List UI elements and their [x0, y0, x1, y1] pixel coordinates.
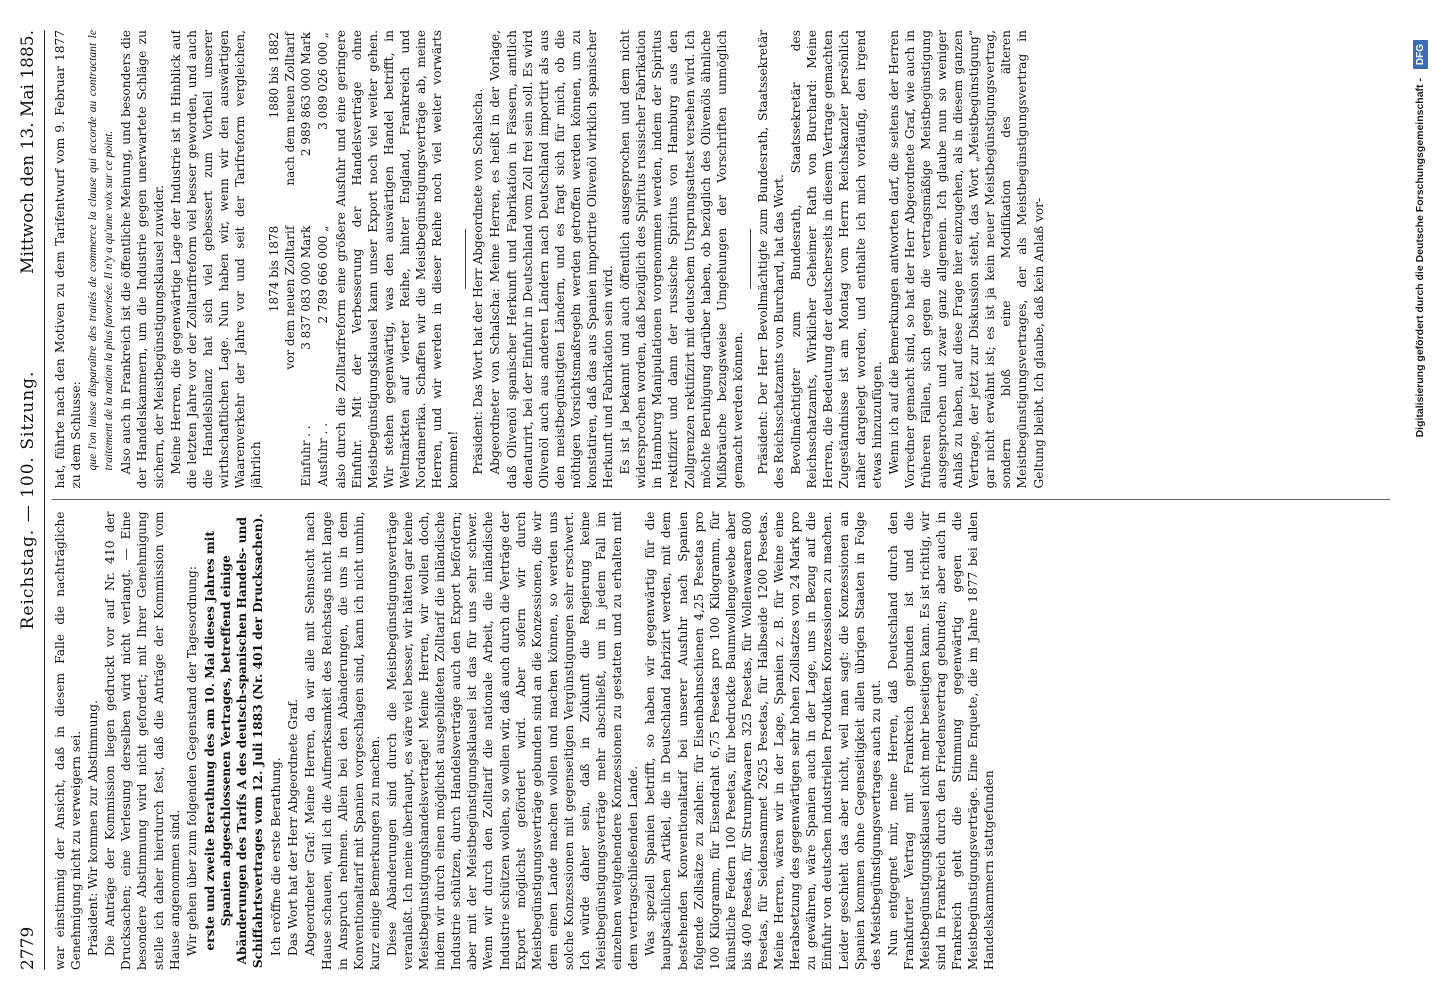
table-cell: 2 789 666 000 „: [315, 225, 330, 324]
table-cell: 3 089 026 000 „: [315, 32, 330, 130]
header-date: Mittwoch den 13. Mai 1885.: [18, 30, 38, 274]
table-cell: Ausfuhr . .: [315, 423, 330, 487]
digitization-strip: [1408, 0, 1432, 1000]
table-row: [315, 30, 331, 489]
paragraph: Präsident: Der Herr Bevollmächtigte zum Bundesrath, Staatssekretär des Reichsschatzamts von Burchard, hat das Wort.: [755, 30, 787, 489]
agenda-item-heading: erste und zweite Berathung des am 10. Mai dieses Jahres mit Spanien abgeschlossenen Vertrages, betreffend einige Abänderungen des Tarifs A des deutsch-spanischen Handels- und Schiffahrtsvertrages vom 12. Juli 1883 (Nr. 401 der Drucksachen).: [202, 513, 266, 969]
table-cell: 2 989 863 000 Mark: [299, 32, 314, 157]
table-cell: 3 837 083 000 Mark: [299, 225, 314, 350]
column-right: [52, 30, 1390, 489]
table-cell: 1874 bis 1878: [267, 225, 282, 313]
french-quote: que l'on laisse disparaître des traités de commerce la clause qui accorde au contractant le traitement de la nation la plus favorisée. Il n'y a qu'une voix sur ce point.: [86, 30, 116, 471]
table-cell: nach dem neuen Zolltarif: [283, 32, 298, 186]
text-columns: [52, 30, 1390, 970]
paragraph: Nun entgegnet mir, meine Herren, daß Deutschland durch den Frankfurter Vertrag mit Frankreich gebunden ist und die Meistbegünstigungsklausel nicht mehr beseitigen kann. Es ist richtig, wir sind in Frankreich durch den Friedensvertrag gebunden; aber auch in Frankreich geht die Stimmung gegenwärtig gegen die Meistbegünstigungsverträge. Eine Enquete, die im Jahre 1877 bei allen Handelskammern stattgefunden: [885, 511, 997, 970]
section-rule: [465, 229, 466, 289]
section-rule: [750, 229, 751, 289]
table-cell: Einfuhr . .: [299, 425, 314, 487]
paragraph: Wir gehen über zum folgenden Gegenstand der Tagesordnung:: [184, 566, 199, 956]
column-left: [52, 512, 1390, 971]
paragraph: war einstimmig der Ansicht, daß in diesem Falle die nachträgliche Genehmigung nicht zu verweigern sei.: [53, 511, 84, 970]
table-row: [266, 30, 282, 489]
paragraph: Wenn ich auf die Bemerkungen antworten darf, die seitens der Herren Vorredner gemacht sind, so hat der Herr Abgeordnete Graf, wie auch in früheren Fällen, sich gegen die vertragsmäßige Meistbegünstigung ausgesprochen und zwar ganz allgemein. Ich glaube nun so weniger Anlaß zu haben, auf diese Frage hier einzugehen, als in diesem ganzen Vertrage, der jetzt zur Diskussion steht, das Wort „Meistbegünstigung“ gar nicht erwähnt ist; es ist ja kein neuer Meistbegünstigungsvertrag, sondern bloß eine Modifikation des älteren Meistbegünstigungsvertrages, der als Meistbegünstigungsvertrag in Geltung bleibt. Ich glaube, daß kein Anlaß vor-: [886, 30, 1046, 489]
paragraph: Also auch in Frankreich ist die öffentliche Meinung, und besonders die der Handelskammern, um die Industrie gegen unerwartete Schläge zu sichern, der Meistbegünstigungsklausel zuwider.: [119, 30, 166, 489]
paragraph: Abgeordneter von Schalscha: Meine Herren, es heißt in der Vorlage, daß Olivenöl spanischer Herkunft und Fabrikation in Fässern, amtlich denaturirt, bei der Einfuhr in Deutschland vom Zoll frei sein soll. Es wird Olivenöl auch aus anderen Ländern nach Deutschland importirt als aus den meistbegünstigten Ländern, und es fragt sich für mich, ob die nöthigen Vorsichtsmaßregeln werden getroffen werden können, um zu konstatiren, daß das aus Spanien importirte Olivenöl wirklich spanischer Herkunft und Fabrikation sein wird.: [488, 30, 616, 489]
page-header: [18, 30, 44, 970]
dfg-logo: DFG: [1413, 40, 1428, 69]
header-title: Reichstag. — 100. Sitzung.: [18, 370, 38, 630]
table-row: [282, 30, 298, 489]
table-cell: 1880 bis 1882: [267, 32, 282, 119]
table-cell: vor dem neuen Zolltarif: [283, 225, 298, 370]
paragraph: Präsident: Das Wort hat der Herr Abgeordnete von Schalscha.: [471, 88, 486, 475]
header-rule: [44, 30, 45, 970]
trade-statistics-table: [266, 30, 330, 489]
paragraph: Meine Herren, die gegenwärtige Lage der Industrie ist in Hinblick auf die letzten Jahre vor der Zolltarifreform viel besser geworden, und auch die Handelsbilanz hat sich viel gebessert zum Vortheil unserer wirthschaftlichen Lage. Nun haben wir, wenn wir den auswärtigen Waarenverkehr der Jahre vor und seit der Tarifreform vergleichen, jährlich: [168, 30, 264, 489]
paragraph: Was speziell Spanien betrifft, so haben wir gegenwärtig für die hauptsächlichen Artikel, die in Deutschland fabrizirt werden, mit dem bestehenden Konventionaltarif bei unserer Ausfuhr nach Spanien folgende Zollsätze zu zahlen: für Eisenbahnschienen 4,25 Pesetas pro 100 Kilogramm, für Eisendraht 6,75 Pesetas pro 100 Kilogramm, für künstliche Federn 100 Pesetas, für bedruckte Baumwollengewebe aber bis 400 Pesetas, für Strumpfwaaren 325 Pesetas, für Wollenwaaren 800 Pesetas, für Seidensammet 2625 Pesetas, für Halbseide 1200 Pesetas. Meine Herren, wären wir in der Lage, Spanien z. B. für Weine eine Herabsetzung des gegenwärtigen sehr hohen Zollsatzes von 24 Mark pro zu gewähren, wäre Spanien auch in der Lage, uns in Bezug auf die Einfuhr von deutschen industriellen Produkten Konzessionen zu machen. Leider geschieht das aber nicht, weil man sagt: die Konzessionen an Spanien kommen ohne Gegenseitigkeit allen übrigen Staaten in Folge des Meistbegünstigungsvertrages auch zu gut.: [643, 511, 883, 970]
table-cell: [266, 406, 282, 489]
paragraph: hat, führte nach den Motiven zu dem Tarifentwurf vom 9. Februar 1877 zu dem Schlusse:: [53, 30, 84, 489]
paragraph: Präsident: Wir kommen zur Abstimmung.: [86, 700, 101, 956]
paragraph: Ich eröffne die erste Berathung.: [269, 757, 284, 956]
column-divider: [52, 500, 1390, 501]
digitization-credit: [1408, 0, 1432, 1000]
table-cell: [282, 406, 298, 489]
paragraph: Das Wort hat der Herr Abgeordnete Graf.: [286, 698, 301, 956]
digitization-credit-text: Digitalisierung gefördert durch die Deutsche Forschungsgemeinschaft -: [1414, 78, 1426, 438]
paragraph: Abgeordneter Graf: Meine Herren, da wir alle mit Sehnsucht nach Hause schauen, will ich die Aufmerksamkeit des Reichstags nicht lange in Anspruch nehmen. Allein bei den Abänderungen, die uns in dem Konventionaltarif mit Spanien vorgeschlagen sind, kann ich nicht umhin, kurz einige Bemerkungen zu machen.: [303, 511, 382, 970]
paragraph: Diese Abänderungen sind durch die Meistbegünstigungsverträge veranlaßt. Ich meine überhaupt, es wäre viel besser, wir hätten gar keine Meistbegünstigungshandelsverträge! Meine Herren, wir wollen doch, indem wir durch einen möglichst ausgebildeten Zolltarif die inländische Industrie schützen, durch Handelsverträge auch den Export befördern; aber mit der Meistbegünstigungsklausel ist das für uns sehr schwer. Wenn wir durch den Zolltarif die nationale Arbeit, die inländische Industrie schützen wollen, so wollen wir, daß auch durch die Verträge der Export möglichst gefördert wird. Aber sofern wir durch Meistbegünstigungsverträge gebunden sind an die Konzessionen, die wir dem einen Lande machen wollen und machen können, so werden uns solche Konzessionen mit gegenseitigen Vergünstigungen sehr erschwert. Ich würde daher sein, daß in Zukunft die Regierung keine Meistbegünstigungsverträge mehr abschließt, um in jedem Fall im einzelnen weitgehendere Konzessionen zu gestatten und zu erhalten mit dem vertragschließenden Lande.: [384, 511, 641, 970]
paragraph: Die Anträge der Kommission liegen gedruckt vor auf Nr. 410 der Drucksachen; eine Verlesung derselben wird nicht verlangt. — Eine besondere Abstimmung wird nicht gefordert; mit Ihrer Genehmigung stelle ich daher hierdurch fest, daß die Anträge der Kommission vom Hause angenommen sind.: [103, 511, 182, 970]
paragraph: Bevollmächtigter zum Bundesrath, Staatssekretär des Reichsschatzamts, Wirklicher Geheimer Rath von Burchard: Meine Herren, die Bedeutung der deutscherseits in diesem Vertrage gemachten Zugeständnisse ist am Montag vom Herrn Reichskanzler persönlich näher dargelegt worden, und enthalte ich mich vorläufig, den irgend etwas hinzuzufügen.: [789, 30, 884, 489]
table-row: [298, 30, 314, 489]
paragraph: also durch die Zolltarifreform eine größere Ausfuhr und eine geringere Einfuhr. Mit der Verbesserung der Handelsverträge ohne Meistbegünstigungsklausel kann unser Export noch viel weiter gehen. Wir stehen gegenwärtig, was den auswärtigen Handel betrifft, in Weltmärkten auf vierter Reihe, hinter England, Frankreich und Nordamerika. Schaffen wir die Meistbegünstigungsverträge ab, meine Herren, und wir werden in dieser Reihe noch viel weiter vorwärts kommen!: [333, 30, 461, 489]
paragraph: Es ist ja bekannt und auch öffentlich ausgesprochen und dem nicht widersprochen worden, daß bezüglich des Spiritus russischer Fabrikation in Hamburg Manipulationen vorgenommen werden, indem der Spiritus rektifizirt und dann der russische Spiritus von Hamburg aus den Zollgrenzen rektifizirt mit deutschem Ursprungsattest versehen wird. Ich möchte Beruhigung darüber haben, ob bezüglich des Olivenöls ähnliche Mißbräuche bezugsweise Umgehungen der Vorschriften unmöglich gemacht werden können.: [618, 30, 745, 489]
page-number: 2779: [18, 926, 38, 970]
